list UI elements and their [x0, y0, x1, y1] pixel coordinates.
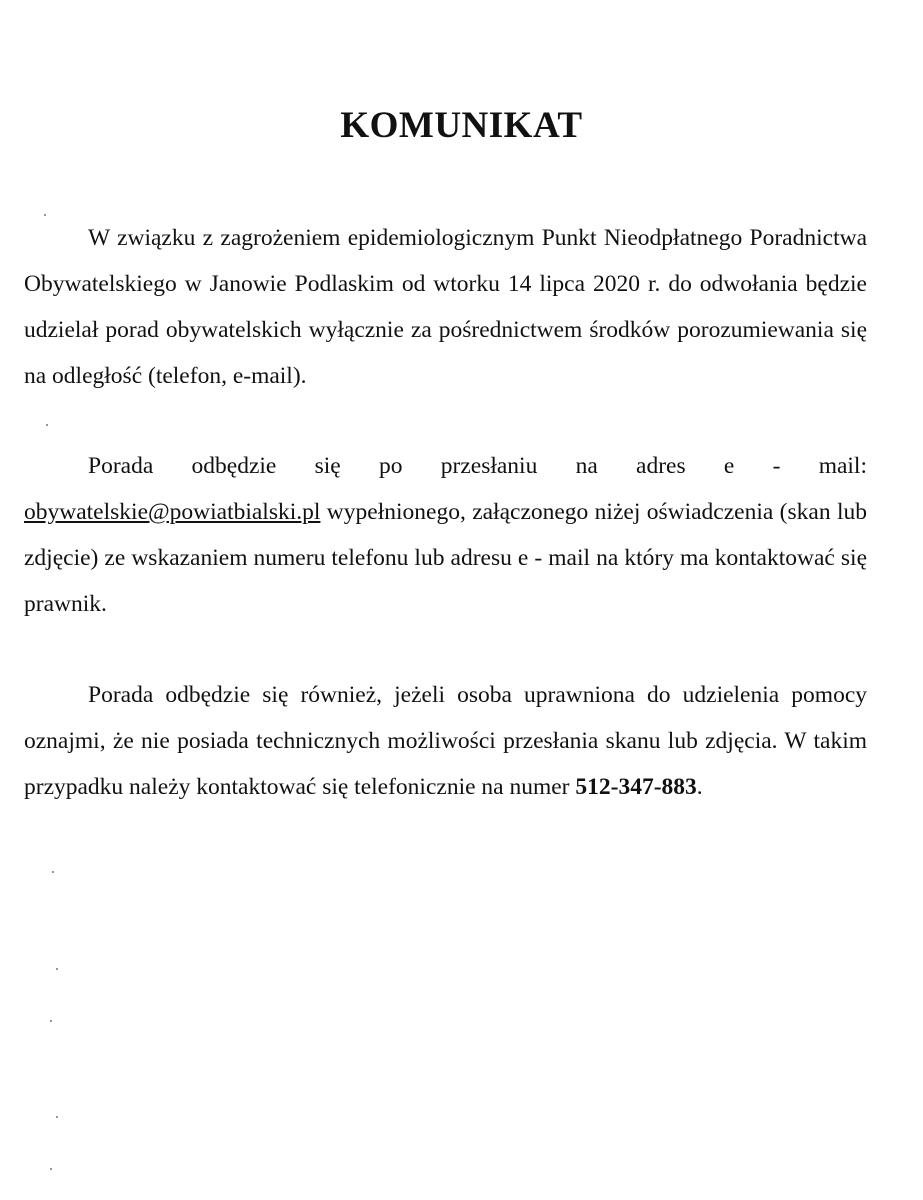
scan-speck [46, 424, 48, 426]
paragraph-3-text-after: . [696, 774, 703, 800]
scan-speck [50, 1020, 52, 1022]
phone-number: 512-347-883 [575, 774, 697, 800]
scan-speck [50, 1168, 52, 1170]
scan-speck [44, 214, 46, 216]
scan-speck [56, 1116, 58, 1118]
scan-speck [56, 968, 58, 970]
paragraph-2-text-after: wypełnionego, załączonego niżej oświadczenia (skan lub zdjęcie) ze wskazaniem numeru telefonu lub adresu e - mail na który ma kontaktować się prawnik. [24, 499, 867, 617]
scan-speck [52, 871, 54, 873]
paragraph-3-text-before: Porada odbędzie się również, jeżeli osoba uprawniona do udzielenia pomocy oznajmi, że nie posiada technicznych możliwości przesłania skanu lub zdjęcia. W takim przypadku należy kontaktować się telefonicznie na numer [24, 682, 867, 800]
paragraph-2-text-before: Porada odbędzie się po przesłaniu na adres e - mail: [88, 453, 867, 479]
paragraph-epidemic-notice [24, 215, 867, 399]
paragraph-email-instructions [24, 443, 867, 627]
document-title: KOMUNIKAT [340, 105, 583, 146]
paragraph-phone-instructions [24, 672, 867, 810]
paragraph-1-text: W związku z zagrożeniem epidemiologicznym Punkt Nieodpłatnego Poradnictwa Obywatelskiego w Janowie Podlaskim od wtorku 14 lipca 2020 r. do odwołania będzie udzielał porad obywatelskich wyłącznie za pośrednictwem środków porozumiewania się na odległość (telefon, e-mail). [24, 225, 867, 389]
email-link[interactable]: obywatelskie@powiatbialski.pl [24, 499, 321, 525]
